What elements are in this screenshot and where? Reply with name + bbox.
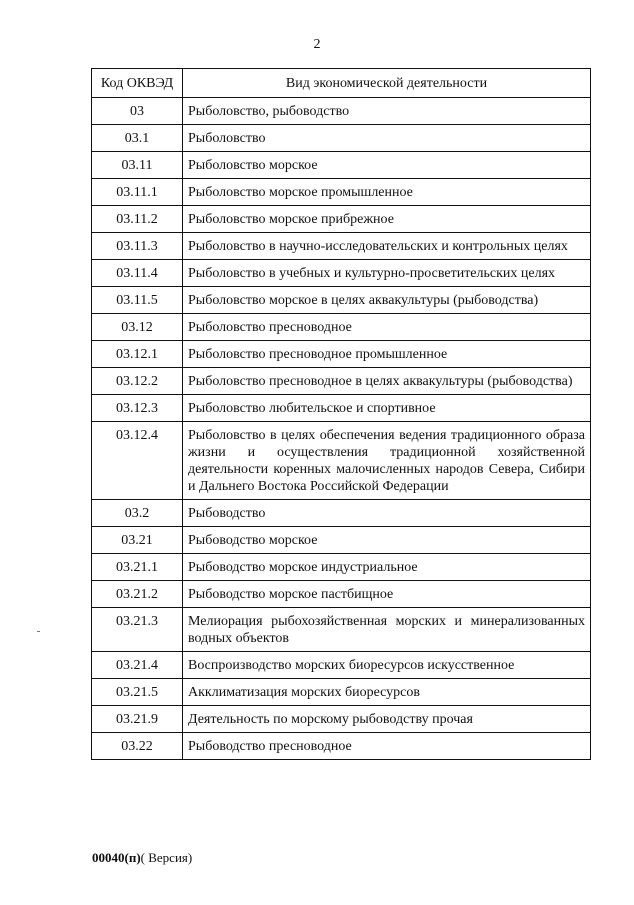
table-row	[92, 554, 591, 581]
table-row	[92, 341, 591, 368]
table-row	[92, 679, 591, 706]
table-header-row	[92, 69, 591, 98]
table-row	[92, 233, 591, 260]
page-number: 2	[313, 37, 321, 52]
table-row	[92, 287, 591, 314]
okved-code-cell: 03.11.2	[92, 206, 183, 233]
table-row	[92, 152, 591, 179]
table-row	[92, 706, 591, 733]
table-row	[92, 652, 591, 679]
okved-code-cell: 03.22	[92, 733, 183, 760]
okved-code-cell: 03.21.2	[92, 581, 183, 608]
activity-name-cell: Рыболовство, рыбоводство	[183, 98, 591, 125]
header-activity: Вид экономической деятельности	[183, 69, 591, 98]
okved-table	[91, 68, 591, 760]
table-row	[92, 422, 591, 500]
okved-code-cell: 03.21.4	[92, 652, 183, 679]
okved-code-cell: 03.12.2	[92, 368, 183, 395]
activity-name-cell: Рыбоводство морское	[183, 527, 591, 554]
okved-code-cell: 03.11.3	[92, 233, 183, 260]
activity-name-cell: Рыболовство в научно-исследовательских и контрольных целях	[183, 233, 591, 260]
table-row	[92, 608, 591, 652]
table-row	[92, 125, 591, 152]
document-version: ( Версия)	[140, 850, 193, 865]
okved-code-cell: 03.11.5	[92, 287, 183, 314]
activity-name-cell: Рыболовство любительское и спортивное	[183, 395, 591, 422]
okved-code-cell: 03.21	[92, 527, 183, 554]
scan-mark	[37, 631, 40, 632]
okved-code-cell: 03.2	[92, 500, 183, 527]
table-row	[92, 395, 591, 422]
document-code: 00040(п)	[92, 850, 141, 865]
activity-name-cell: Рыболовство морское	[183, 152, 591, 179]
okved-code-cell: 03.11	[92, 152, 183, 179]
table-row	[92, 368, 591, 395]
okved-code-cell: 03.12	[92, 314, 183, 341]
table-row	[92, 98, 591, 125]
okved-code-cell: 03.12.3	[92, 395, 183, 422]
activity-name-cell: Рыболовство пресноводное промышленное	[183, 341, 591, 368]
activity-name-cell: Рыболовство пресноводное в целях аквакультуры (рыбоводства)	[183, 368, 591, 395]
okved-code-cell: 03.21.5	[92, 679, 183, 706]
activity-name-cell: Рыболовство в учебных и культурно-просветительских целях	[183, 260, 591, 287]
okved-code-cell: 03.11.4	[92, 260, 183, 287]
activity-name-cell: Рыболовство пресноводное	[183, 314, 591, 341]
okved-code-cell: 03.21.1	[92, 554, 183, 581]
okved-code-cell: 03	[92, 98, 183, 125]
activity-name-cell: Рыболовство	[183, 125, 591, 152]
header-code: Код ОКВЭД	[92, 69, 183, 98]
activity-name-cell: Рыболовство морское прибрежное	[183, 206, 591, 233]
activity-name-cell: Рыбоводство	[183, 500, 591, 527]
table-row	[92, 581, 591, 608]
activity-name-cell: Воспроизводство морских биоресурсов искусственное	[183, 652, 591, 679]
activity-name-cell: Мелиорация рыбохозяйственная морских и минерализованных водных объектов	[183, 608, 591, 652]
table-row	[92, 179, 591, 206]
okved-code-cell: 03.21.3	[92, 608, 183, 652]
okved-code-cell: 03.12.4	[92, 422, 183, 500]
activity-name-cell: Рыболовство морское промышленное	[183, 179, 591, 206]
okved-code-cell: 03.12.1	[92, 341, 183, 368]
table-row	[92, 733, 591, 760]
activity-name-cell: Рыбоводство морское индустриальное	[183, 554, 591, 581]
table-row	[92, 260, 591, 287]
okved-code-cell: 03.11.1	[92, 179, 183, 206]
footer	[92, 850, 192, 866]
activity-name-cell: Акклиматизация морских биоресурсов	[183, 679, 591, 706]
table-row	[92, 500, 591, 527]
activity-name-cell: Рыбоводство пресноводное	[183, 733, 591, 760]
table-row	[92, 206, 591, 233]
activity-name-cell: Деятельность по морскому рыбоводству прочая	[183, 706, 591, 733]
activity-name-cell: Рыбоводство морское пастбищное	[183, 581, 591, 608]
activity-name-cell: Рыболовство морское в целях аквакультуры (рыбоводства)	[183, 287, 591, 314]
okved-code-cell: 03.1	[92, 125, 183, 152]
activity-name-cell: Рыболовство в целях обеспечения ведения традиционного образа жизни и осуществления традиционной хозяйственной деятельности коренных малочисленных народов Севера, Сибири и Дальнего Востока Российской Федерации	[183, 422, 591, 500]
table-row	[92, 527, 591, 554]
table-row	[92, 314, 591, 341]
okved-code-cell: 03.21.9	[92, 706, 183, 733]
